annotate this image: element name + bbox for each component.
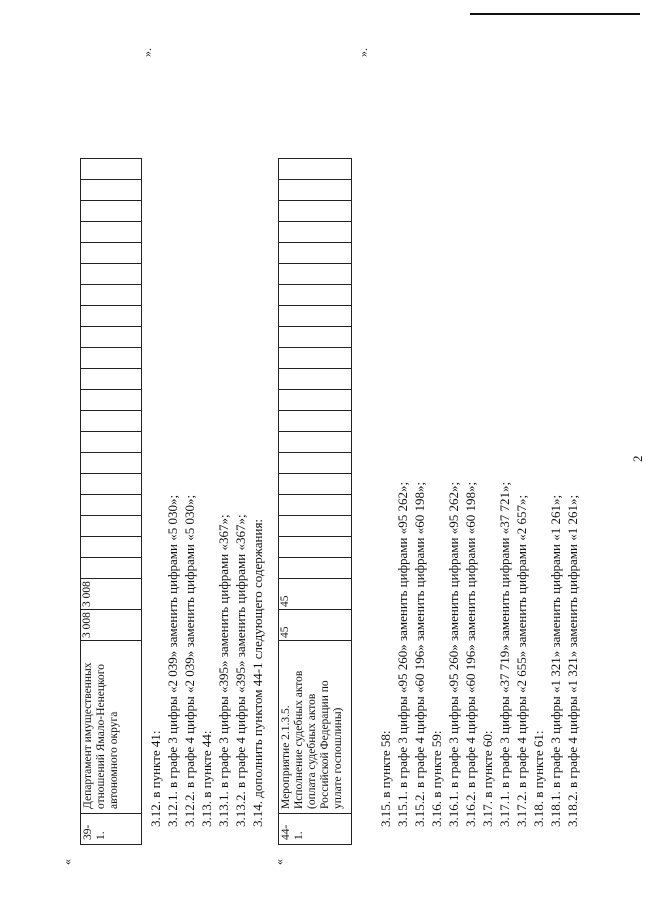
empty-cell (279, 285, 352, 306)
empty-cell (81, 537, 142, 558)
empty-cell (279, 453, 352, 474)
row-number-cell: 44-1. (279, 814, 352, 845)
empty-cell (279, 243, 352, 264)
empty-cell (279, 348, 352, 369)
empty-cell (279, 306, 352, 327)
empty-cell (81, 264, 142, 285)
empty-cell (279, 516, 352, 537)
amendment-line: 3.12.2. в графе 4 цифры «2 039» заменить цифрами «5 030»; (182, 494, 197, 827)
empty-cell (81, 348, 142, 369)
empty-cell (81, 453, 142, 474)
empty-cell (81, 327, 142, 348)
amendment-line: 3.14. дополнить пунктом 44-1 следующего содержания: (250, 518, 265, 827)
amendment-line: 3.17.1. в графе 3 цифры «37 719» заменить цифрами «37 721»; (497, 481, 512, 827)
empty-cell (279, 432, 352, 453)
empty-cell (279, 159, 352, 180)
table2-open-quote: « (272, 859, 286, 865)
amendment-line: 3.15. в пункте 58: (378, 730, 393, 827)
empty-cell (279, 222, 352, 243)
page-number: 2 (630, 455, 645, 462)
amendment-line: 3.18. в пункте 61: (531, 730, 546, 827)
empty-cell (279, 264, 352, 285)
empty-cell (81, 390, 142, 411)
amendment-line: 3.15.2. в графе 4 цифры «60 196» заменить цифрами «60 198»; (412, 481, 427, 827)
empty-cell (279, 474, 352, 495)
table-row-39-1 (80, 158, 142, 845)
empty-cell (279, 558, 352, 579)
empty-cell (81, 306, 142, 327)
empty-cell (81, 201, 142, 222)
amendment-line: 3.16. в пункте 59: (429, 730, 444, 827)
value-cell-4: 45 (279, 579, 352, 610)
empty-cell (81, 432, 142, 453)
amendment-line: 3.17. в пункте 60: (480, 730, 495, 827)
empty-cell (81, 474, 142, 495)
empty-cell (279, 390, 352, 411)
empty-cell (279, 327, 352, 348)
empty-cell (81, 243, 142, 264)
empty-cell (279, 411, 352, 432)
amendment-line: 3.16.1. в графе 3 цифры «95 260» заменить цифрами «95 262»; (446, 481, 461, 827)
empty-cell (81, 369, 142, 390)
value-cell-3: 45 (279, 610, 352, 641)
amendment-line: 3.13.1. в графе 3 цифры «395» заменить цифрами «367»; (216, 514, 231, 827)
amendment-line: 3.12.1. в графе 3 цифры «2 039» заменить цифрами «5 030»; (165, 494, 180, 827)
empty-cell (279, 369, 352, 390)
amendment-line: 3.13.2. в графе 4 цифры «395» заменить цифрами «367»; (233, 514, 248, 827)
amendment-line: 3.18.2. в графе 4 цифры «1 321» заменить цифрами «1 261»; (565, 494, 580, 827)
table1-open-quote: « (60, 859, 74, 865)
empty-cell (279, 495, 352, 516)
amendment-line: 3.15.1. в графе 3 цифры «95 260» заменить цифрами «95 262»; (395, 481, 410, 827)
amendment-line: 3.18.1. в графе 3 цифры «1 321» заменить цифрами «1 261»; (548, 494, 563, 827)
table2-close-quote: ». (356, 48, 370, 57)
empty-cell (81, 516, 142, 537)
empty-cell (279, 537, 352, 558)
empty-cell (279, 180, 352, 201)
empty-cell (81, 411, 142, 432)
value-cell-4: 3 008 (81, 579, 142, 610)
empty-cell (279, 201, 352, 222)
empty-cell (81, 180, 142, 201)
row-number-cell: 39-1. (81, 814, 142, 845)
table-row-44-1 (278, 158, 352, 845)
amendment-line: 3.12. в пункте 41: (148, 730, 163, 827)
empty-cell (81, 558, 142, 579)
amendment-line: 3.17.2. в графе 4 цифры «2 655» заменить цифрами «2 657»; (514, 494, 529, 827)
amendment-line: 3.16.2. в графе 4 цифры «60 196» заменить цифрами «60 198»; (463, 481, 478, 827)
empty-cell (81, 495, 142, 516)
empty-cell (81, 222, 142, 243)
table1-close-quote: ». (140, 48, 154, 57)
empty-cell (81, 159, 142, 180)
empty-cell (81, 285, 142, 306)
value-cell-3: 3 008 (81, 610, 142, 641)
row-name-cell: Департамент имущественных отношений Ямало-Ненецкого автономного округа (81, 641, 142, 814)
amendment-line: 3.13. в пункте 44: (199, 730, 214, 827)
row-name-cell: Мероприятие 2.1.3.5. Исполнение судебных актов (оплата судебных актов Российской Федерации по уплате госпошлины) (279, 641, 352, 814)
